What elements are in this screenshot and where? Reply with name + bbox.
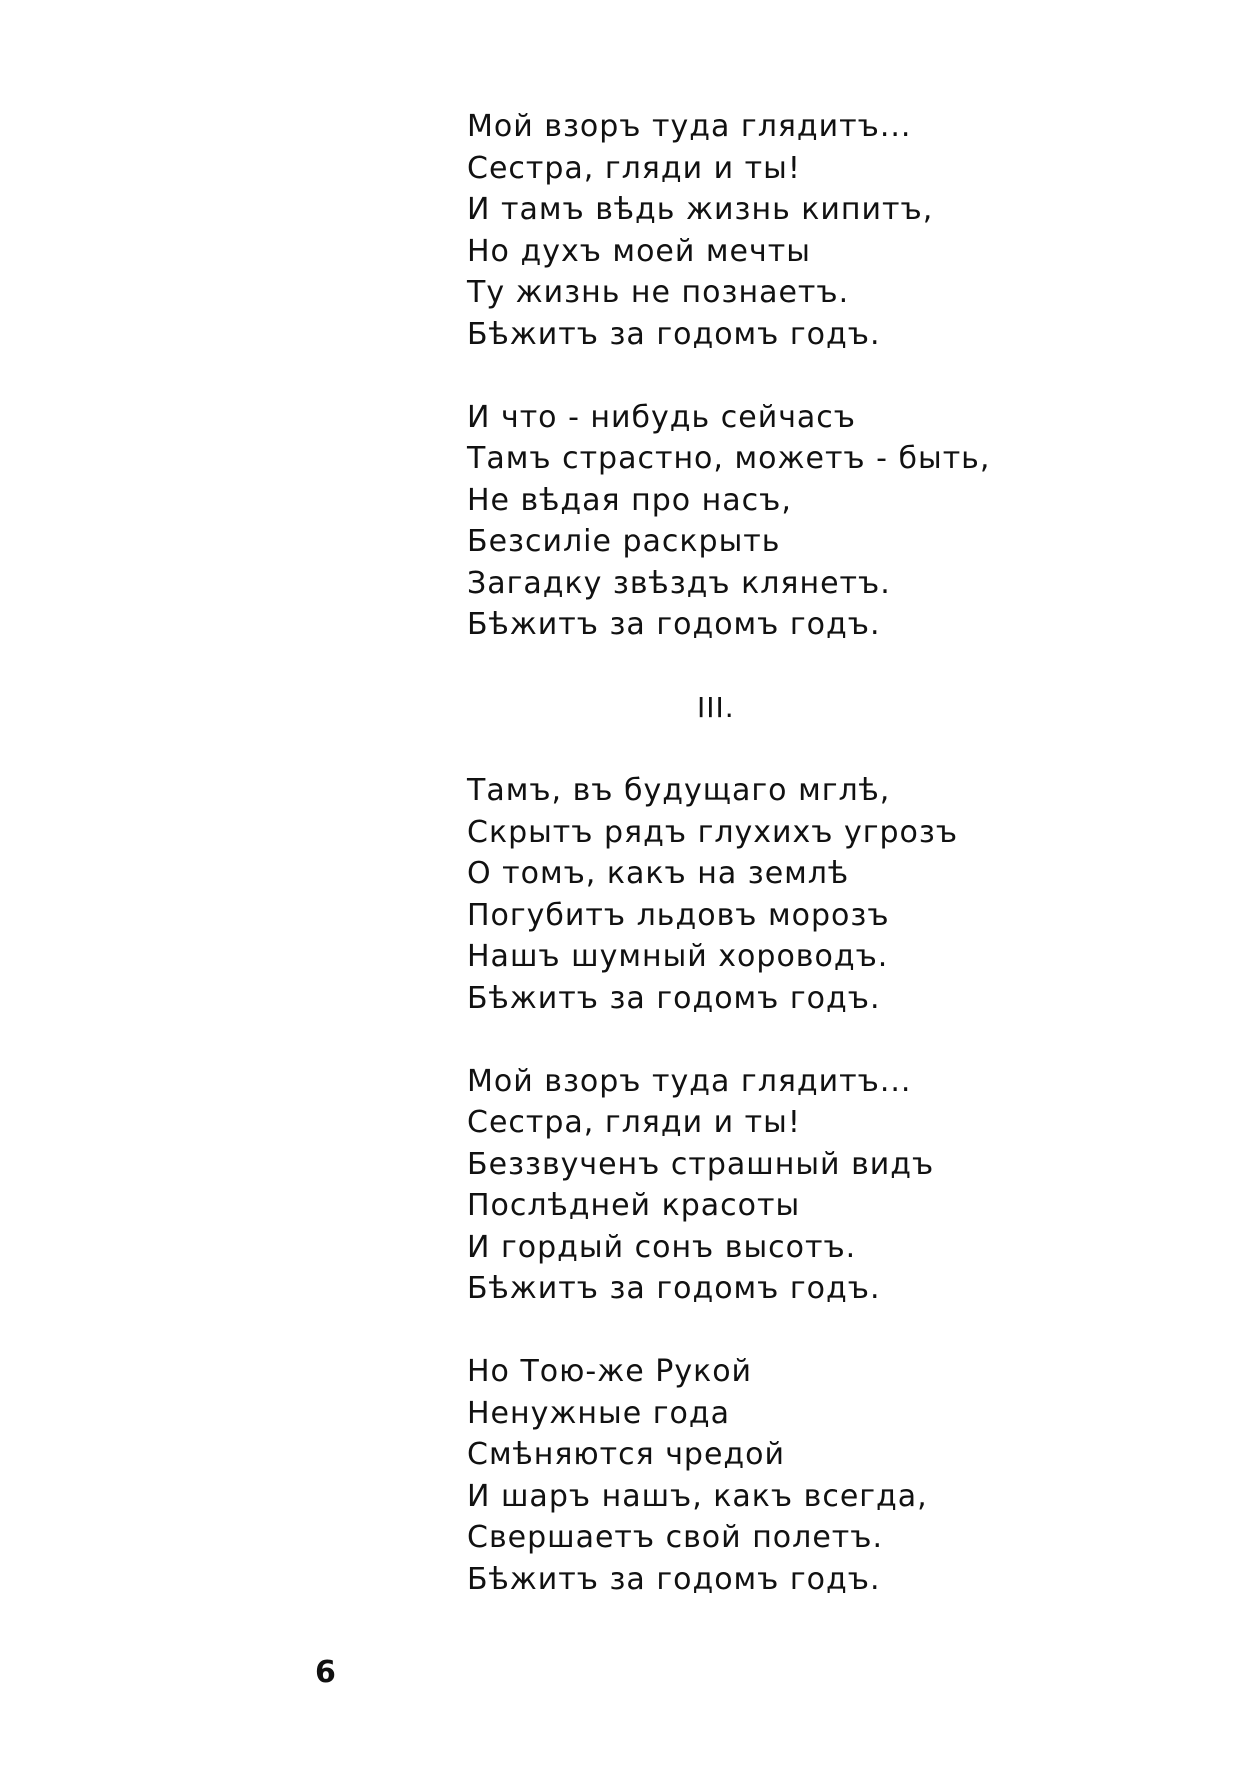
verse-line: Беззвученъ страшный видъ	[467, 1146, 935, 1182]
stanza-gap	[467, 355, 1027, 397]
stanza	[467, 397, 1027, 646]
verse-line: Бѣжитъ за годомъ годъ.	[467, 316, 881, 352]
verse-line: Ту жизнь не познаетъ.	[467, 275, 850, 310]
verse-line: Безсиліе раскрыть	[467, 524, 781, 559]
page-number: 6	[315, 1655, 336, 1690]
stanza-gap	[467, 1019, 1027, 1061]
verse-line: Послѣдней красоты	[467, 1188, 801, 1223]
verse-line: И шаръ нашъ, какъ всегда,	[467, 1478, 928, 1514]
stanza	[467, 1061, 1027, 1310]
verse-line: Свершаетъ свой полетъ.	[467, 1520, 883, 1555]
verse-line: Скрытъ рядъ глухихъ угрозъ	[467, 814, 959, 850]
verse-line: Бѣжитъ за годомъ годъ.	[467, 607, 881, 642]
verse-line: Бѣжитъ за годомъ годъ.	[467, 1561, 881, 1597]
verse-line: Не вѣдая про насъ,	[467, 482, 792, 518]
stanza	[467, 1351, 1027, 1600]
stanza	[467, 106, 1027, 355]
verse-line: Бѣжитъ за годомъ годъ.	[467, 980, 881, 1016]
verse-line: Нашъ шумный хороводъ.	[467, 939, 889, 974]
section-heading: III.	[697, 691, 735, 724]
verse-line: Но духъ моей мечты	[467, 233, 811, 269]
verse-line: И тамъ вѣдь жизнь кипитъ,	[467, 192, 934, 227]
verse-line: Загадку звѣздъ клянетъ.	[467, 565, 891, 601]
verse-line: Бѣжитъ за годомъ годъ.	[467, 1271, 881, 1306]
stanza-gap	[467, 1310, 1027, 1352]
verse-line: Ненужные года	[467, 1395, 730, 1431]
verse-line: Мой взоръ туда глядитъ...	[467, 109, 912, 144]
verse-line: Мой взоръ туда глядитъ...	[467, 1063, 912, 1099]
verse-line: И что - нибудь сейчасъ	[467, 399, 857, 435]
stanza	[467, 770, 1027, 1019]
verse-line: Тамъ, въ будущаго мглѣ,	[467, 773, 891, 808]
verse-line: Погубитъ льдовъ морозъ	[467, 897, 890, 933]
stanza-gap	[467, 729, 1027, 771]
verse-line: Сестра, гляди и ты!	[467, 150, 801, 186]
verse-line: И гордый сонъ высотъ.	[467, 1229, 857, 1265]
stanza-gap	[467, 646, 1027, 688]
verse-line: Тамъ страстно, можетъ - быть,	[467, 441, 991, 476]
poem-text	[467, 106, 1027, 1600]
verse-line: О томъ, какъ на землѣ	[467, 856, 850, 891]
verse-line: Смѣняются чредой	[467, 1437, 786, 1472]
verse-line: Сестра, гляди и ты!	[467, 1105, 801, 1140]
verse-line: Но Тою-же Рукой	[467, 1354, 753, 1389]
